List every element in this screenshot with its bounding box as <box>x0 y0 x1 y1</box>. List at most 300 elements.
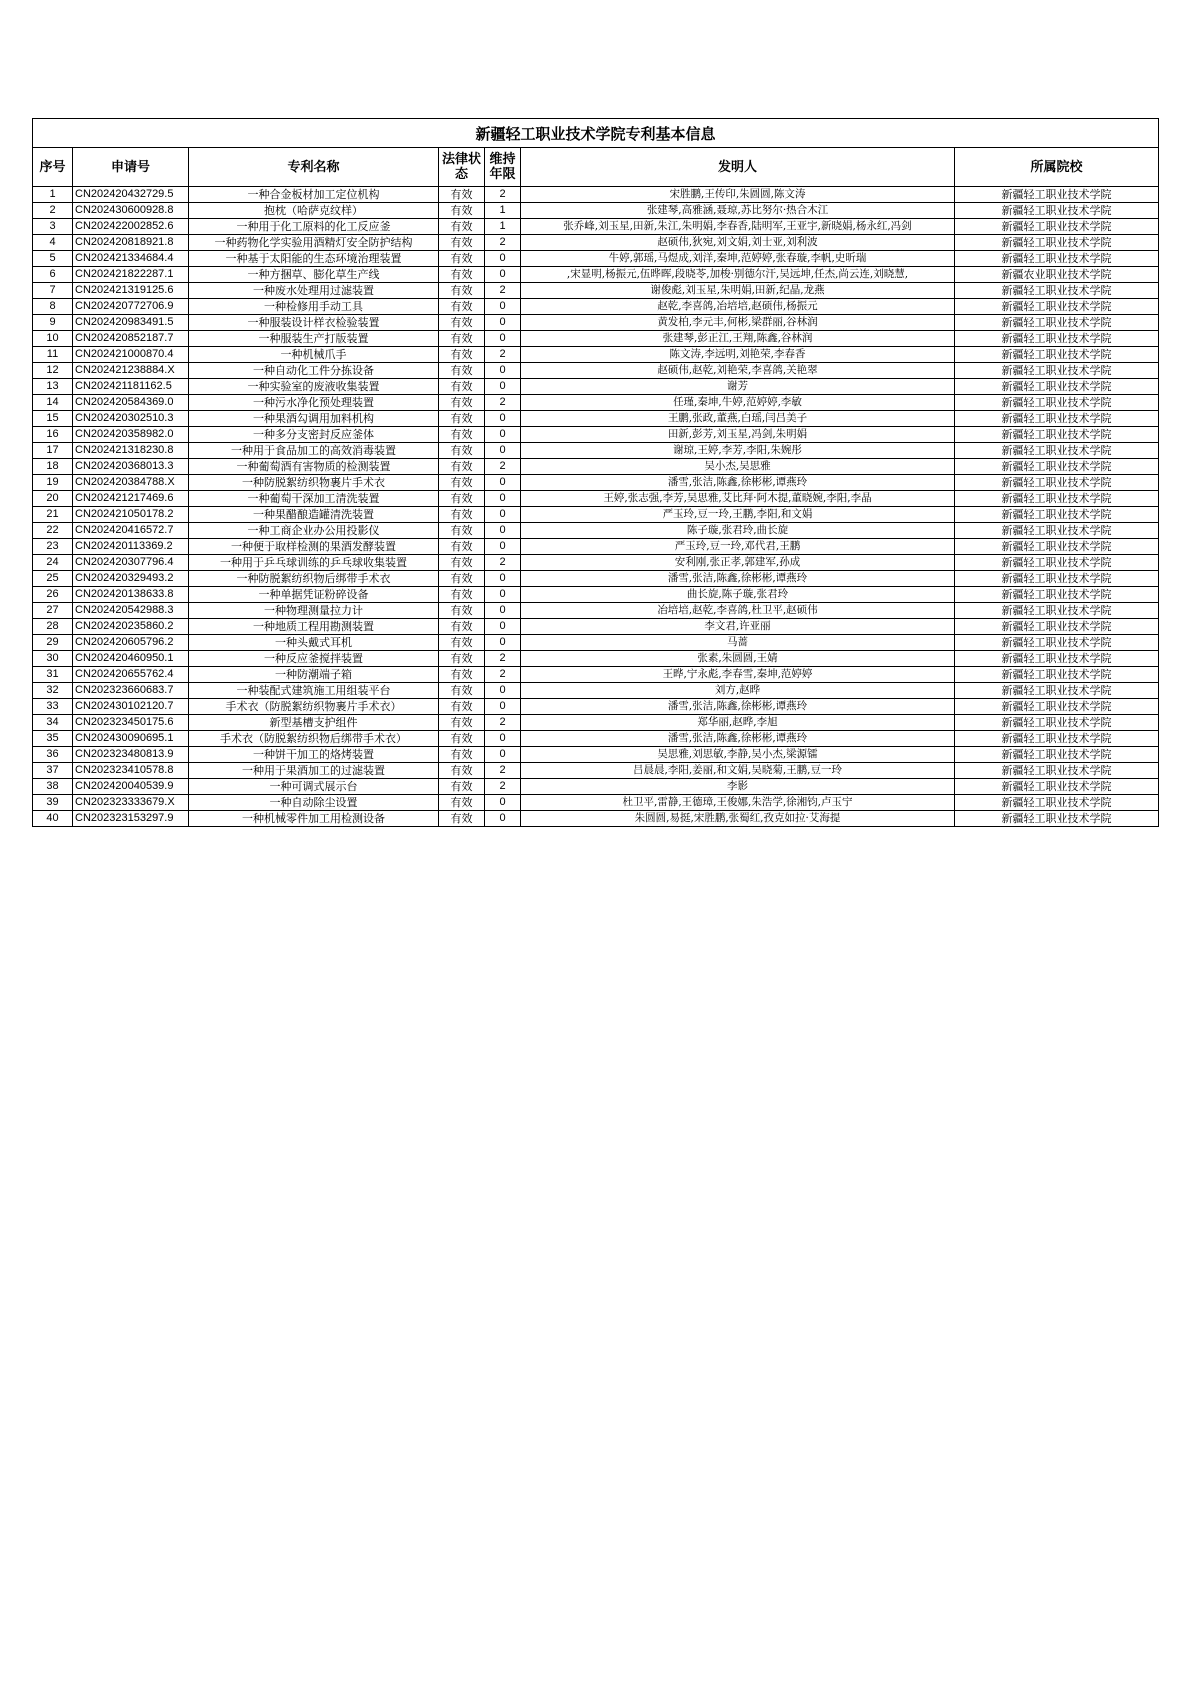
cell-patent-name: 一种防脱絮纺织物裹片手术衣 <box>189 475 439 491</box>
cell-index: 2 <box>33 203 73 219</box>
cell-patent-name: 一种药物化学实验用酒精灯安全防护结构 <box>189 235 439 251</box>
header-school: 所属院校 <box>955 148 1159 187</box>
cell-maintenance-years: 0 <box>485 443 521 459</box>
cell-patent-name: 一种果醋酿造罐清洗装置 <box>189 507 439 523</box>
cell-school: 新疆轻工职业技术学院 <box>955 411 1159 427</box>
cell-maintenance-years: 2 <box>485 235 521 251</box>
cell-patent-name: 一种污水净化预处理装置 <box>189 395 439 411</box>
cell-school: 新疆轻工职业技术学院 <box>955 187 1159 203</box>
cell-application-no: CN202420307796.4 <box>73 555 189 571</box>
cell-patent-name: 手术衣（防脱絮纺织物裹片手术衣） <box>189 699 439 715</box>
table-row <box>33 283 1159 299</box>
cell-inventors: 陈文涛,李远明,刘艳荣,李春香 <box>521 347 955 363</box>
cell-legal-status: 有效 <box>439 731 485 747</box>
cell-inventors: 安利刚,张正孝,郭建军,孙成 <box>521 555 955 571</box>
cell-maintenance-years: 0 <box>485 411 521 427</box>
cell-inventors: 宋胜鹏,王传印,朱圆圆,陈文涛 <box>521 187 955 203</box>
cell-application-no: CN202420358982.0 <box>73 427 189 443</box>
cell-school: 新疆轻工职业技术学院 <box>955 523 1159 539</box>
cell-inventors: 任瑾,秦坤,牛婷,范婷婷,李敏 <box>521 395 955 411</box>
table-row <box>33 459 1159 475</box>
cell-patent-name: 手术衣（防脱絮纺织物后绑带手术衣） <box>189 731 439 747</box>
cell-maintenance-years: 0 <box>485 795 521 811</box>
cell-legal-status: 有效 <box>439 699 485 715</box>
cell-patent-name: 一种装配式建筑施工用组装平台 <box>189 683 439 699</box>
cell-maintenance-years: 0 <box>485 539 521 555</box>
cell-index: 21 <box>33 507 73 523</box>
table-row <box>33 555 1159 571</box>
cell-application-no: CN202420384788.X <box>73 475 189 491</box>
cell-application-no: CN202420605796.2 <box>73 635 189 651</box>
cell-legal-status: 有效 <box>439 267 485 283</box>
cell-inventors: 吕晨晨,李阳,姜丽,和文娟,吴晓菊,王鹏,豆一玲 <box>521 763 955 779</box>
table-row <box>33 651 1159 667</box>
cell-maintenance-years: 1 <box>485 203 521 219</box>
table-row <box>33 363 1159 379</box>
cell-legal-status: 有效 <box>439 235 485 251</box>
table-row <box>33 411 1159 427</box>
cell-legal-status: 有效 <box>439 795 485 811</box>
table-row <box>33 571 1159 587</box>
cell-legal-status: 有效 <box>439 411 485 427</box>
cell-maintenance-years: 2 <box>485 763 521 779</box>
cell-application-no: CN202323480813.9 <box>73 747 189 763</box>
cell-index: 22 <box>33 523 73 539</box>
cell-application-no: CN202421319125.6 <box>73 283 189 299</box>
cell-application-no: CN202421822287.1 <box>73 267 189 283</box>
cell-maintenance-years: 0 <box>485 635 521 651</box>
cell-patent-name: 一种方捆草、膨化草生产线 <box>189 267 439 283</box>
cell-legal-status: 有效 <box>439 667 485 683</box>
cell-maintenance-years: 0 <box>485 699 521 715</box>
cell-inventors: 严玉玲,豆一玲,王鹏,李阳,和文娟 <box>521 507 955 523</box>
table-row <box>33 699 1159 715</box>
cell-maintenance-years: 0 <box>485 683 521 699</box>
cell-patent-name: 一种用于果酒加工的过滤装置 <box>189 763 439 779</box>
cell-index: 35 <box>33 731 73 747</box>
cell-legal-status: 有效 <box>439 539 485 555</box>
cell-index: 13 <box>33 379 73 395</box>
cell-inventors: 赵乾,李喜鸽,冶培培,赵硕伟,杨振元 <box>521 299 955 315</box>
cell-inventors: 谢俊彪,刘玉星,朱明娟,田新,纪晶,龙燕 <box>521 283 955 299</box>
cell-application-no: CN202323450175.6 <box>73 715 189 731</box>
cell-maintenance-years: 2 <box>485 459 521 475</box>
cell-legal-status: 有效 <box>439 187 485 203</box>
table-row <box>33 427 1159 443</box>
table-row <box>33 379 1159 395</box>
table-row <box>33 251 1159 267</box>
cell-school: 新疆轻工职业技术学院 <box>955 379 1159 395</box>
table-row <box>33 763 1159 779</box>
cell-application-no: CN202430600928.8 <box>73 203 189 219</box>
header-maintenance-years: 维持年限 <box>485 148 521 187</box>
cell-index: 12 <box>33 363 73 379</box>
table-row <box>33 683 1159 699</box>
cell-patent-name: 一种服装设计样衣检验装置 <box>189 315 439 331</box>
cell-application-no: CN202323660683.7 <box>73 683 189 699</box>
table-row <box>33 715 1159 731</box>
cell-application-no: CN202430090695.1 <box>73 731 189 747</box>
cell-school: 新疆轻工职业技术学院 <box>955 235 1159 251</box>
cell-school: 新疆轻工职业技术学院 <box>955 219 1159 235</box>
cell-maintenance-years: 2 <box>485 395 521 411</box>
cell-school: 新疆轻工职业技术学院 <box>955 795 1159 811</box>
cell-maintenance-years: 0 <box>485 427 521 443</box>
cell-patent-name: 一种机械爪手 <box>189 347 439 363</box>
cell-school: 新疆轻工职业技术学院 <box>955 331 1159 347</box>
table-row <box>33 779 1159 795</box>
cell-patent-name: 一种合金板材加工定位机构 <box>189 187 439 203</box>
cell-index: 16 <box>33 427 73 443</box>
cell-legal-status: 有效 <box>439 283 485 299</box>
cell-maintenance-years: 0 <box>485 523 521 539</box>
cell-index: 23 <box>33 539 73 555</box>
cell-patent-name: 一种防潮端子箱 <box>189 667 439 683</box>
cell-maintenance-years: 2 <box>485 667 521 683</box>
cell-index: 24 <box>33 555 73 571</box>
cell-index: 18 <box>33 459 73 475</box>
cell-inventors: 朱圆圆,易挺,宋胜鹏,张蜀红,孜克如拉·艾海提 <box>521 811 955 827</box>
cell-school: 新疆轻工职业技术学院 <box>955 491 1159 507</box>
cell-school: 新疆轻工职业技术学院 <box>955 667 1159 683</box>
cell-school: 新疆轻工职业技术学院 <box>955 459 1159 475</box>
cell-application-no: CN202421238884.X <box>73 363 189 379</box>
cell-application-no: CN202420432729.5 <box>73 187 189 203</box>
cell-application-no: CN202323410578.8 <box>73 763 189 779</box>
cell-legal-status: 有效 <box>439 315 485 331</box>
cell-application-no: CN202420542988.3 <box>73 603 189 619</box>
table-row <box>33 315 1159 331</box>
cell-school: 新疆轻工职业技术学院 <box>955 251 1159 267</box>
cell-inventors: 谢芳 <box>521 379 955 395</box>
cell-legal-status: 有效 <box>439 651 485 667</box>
cell-index: 28 <box>33 619 73 635</box>
cell-application-no: CN202420772706.9 <box>73 299 189 315</box>
cell-inventors: 李影 <box>521 779 955 795</box>
cell-application-no: CN202421318230.8 <box>73 443 189 459</box>
cell-legal-status: 有效 <box>439 331 485 347</box>
cell-index: 5 <box>33 251 73 267</box>
table-row <box>33 331 1159 347</box>
cell-patent-name: 一种防脱絮纺织物后绑带手术衣 <box>189 571 439 587</box>
table-row <box>33 667 1159 683</box>
cell-school: 新疆轻工职业技术学院 <box>955 619 1159 635</box>
table-row <box>33 491 1159 507</box>
cell-maintenance-years: 2 <box>485 715 521 731</box>
table-row <box>33 475 1159 491</box>
cell-inventors: 刘方,赵晔 <box>521 683 955 699</box>
cell-inventors: 潘雪,张洁,陈鑫,徐彬彬,谭燕玲 <box>521 699 955 715</box>
cell-inventors: 王鹏,张政,董燕,白瑶,闫吕美子 <box>521 411 955 427</box>
cell-legal-status: 有效 <box>439 603 485 619</box>
cell-legal-status: 有效 <box>439 507 485 523</box>
cell-legal-status: 有效 <box>439 203 485 219</box>
cell-maintenance-years: 2 <box>485 187 521 203</box>
header-inventors: 发明人 <box>521 148 955 187</box>
cell-application-no: CN202420329493.2 <box>73 571 189 587</box>
cell-index: 33 <box>33 699 73 715</box>
cell-application-no: CN202420852187.7 <box>73 331 189 347</box>
table-row <box>33 347 1159 363</box>
cell-maintenance-years: 0 <box>485 315 521 331</box>
cell-inventors: 赵硕伟,狄宛,刘文娟,刘士亚,刘利波 <box>521 235 955 251</box>
cell-index: 14 <box>33 395 73 411</box>
cell-patent-name: 一种地质工程用勘测装置 <box>189 619 439 635</box>
cell-school: 新疆轻工职业技术学院 <box>955 475 1159 491</box>
cell-legal-status: 有效 <box>439 779 485 795</box>
cell-patent-name: 一种用于化工原料的化工反应釜 <box>189 219 439 235</box>
cell-application-no: CN202422002852.6 <box>73 219 189 235</box>
cell-legal-status: 有效 <box>439 363 485 379</box>
cell-index: 34 <box>33 715 73 731</box>
table-row <box>33 219 1159 235</box>
cell-inventors: 曲长旋,陈子璇,张君玲 <box>521 587 955 603</box>
cell-index: 37 <box>33 763 73 779</box>
cell-legal-status: 有效 <box>439 459 485 475</box>
cell-patent-name: 一种废水处理用过滤装置 <box>189 283 439 299</box>
cell-maintenance-years: 0 <box>485 475 521 491</box>
cell-index: 30 <box>33 651 73 667</box>
cell-index: 19 <box>33 475 73 491</box>
cell-patent-name: 一种反应釜搅拌装置 <box>189 651 439 667</box>
cell-patent-name: 一种多分支密封反应釜体 <box>189 427 439 443</box>
cell-maintenance-years: 0 <box>485 267 521 283</box>
cell-patent-name: 抱枕（哈萨克纹样） <box>189 203 439 219</box>
cell-patent-name: 一种用于食品加工的高效消毒装置 <box>189 443 439 459</box>
cell-legal-status: 有效 <box>439 763 485 779</box>
table-row <box>33 747 1159 763</box>
cell-inventors: 冶培培,赵乾,李喜鸽,杜卫平,赵硕伟 <box>521 603 955 619</box>
cell-school: 新疆轻工职业技术学院 <box>955 603 1159 619</box>
cell-inventors: 赵硕伟,赵乾,刘艳荣,李喜鸽,关艳翠 <box>521 363 955 379</box>
cell-maintenance-years: 2 <box>485 283 521 299</box>
cell-inventors: 黄发柏,李元丰,何彬,梁群丽,谷林润 <box>521 315 955 331</box>
cell-maintenance-years: 0 <box>485 379 521 395</box>
cell-school: 新疆轻工职业技术学院 <box>955 283 1159 299</box>
cell-index: 17 <box>33 443 73 459</box>
cell-application-no: CN202420584369.0 <box>73 395 189 411</box>
cell-legal-status: 有效 <box>439 555 485 571</box>
table-row <box>33 299 1159 315</box>
cell-maintenance-years: 0 <box>485 363 521 379</box>
cell-patent-name: 一种便于取样检测的果酒发酵装置 <box>189 539 439 555</box>
cell-application-no: CN202420113369.2 <box>73 539 189 555</box>
cell-patent-name: 一种葡萄干深加工清洗装置 <box>189 491 439 507</box>
cell-index: 6 <box>33 267 73 283</box>
cell-inventors: 潘雪,张洁,陈鑫,徐彬彬,谭燕玲 <box>521 731 955 747</box>
cell-school: 新疆轻工职业技术学院 <box>955 651 1159 667</box>
cell-maintenance-years: 0 <box>485 331 521 347</box>
cell-school: 新疆轻工职业技术学院 <box>955 427 1159 443</box>
cell-index: 4 <box>33 235 73 251</box>
cell-inventors: 张素,朱圆圆,王婧 <box>521 651 955 667</box>
cell-application-no: CN202430102120.7 <box>73 699 189 715</box>
cell-legal-status: 有效 <box>439 747 485 763</box>
cell-maintenance-years: 0 <box>485 811 521 827</box>
table-row <box>33 507 1159 523</box>
cell-legal-status: 有效 <box>439 475 485 491</box>
cell-inventors: 张建琴,高雅涵,聂琼,苏比努尔·热合木江 <box>521 203 955 219</box>
cell-index: 31 <box>33 667 73 683</box>
cell-inventors: 张乔峰,刘玉星,田新,朱江,朱明娟,李春香,陆明军,王亚宇,新晓娟,杨永红,冯剑 <box>521 219 955 235</box>
cell-school: 新疆农业职业技术学院 <box>955 267 1159 283</box>
cell-application-no: CN202421181162.5 <box>73 379 189 395</box>
cell-application-no: CN202420655762.4 <box>73 667 189 683</box>
cell-maintenance-years: 0 <box>485 731 521 747</box>
cell-legal-status: 有效 <box>439 811 485 827</box>
cell-inventors: 潘雪,张洁,陈鑫,徐彬彬,谭燕玲 <box>521 571 955 587</box>
table-row <box>33 395 1159 411</box>
cell-legal-status: 有效 <box>439 379 485 395</box>
table-row <box>33 235 1159 251</box>
table-row <box>33 635 1159 651</box>
cell-application-no: CN202421217469.6 <box>73 491 189 507</box>
cell-inventors: 潘雪,张洁,陈鑫,徐彬彬,谭燕玲 <box>521 475 955 491</box>
cell-application-no: CN202420983491.5 <box>73 315 189 331</box>
cell-application-no: CN202421000870.4 <box>73 347 189 363</box>
cell-index: 39 <box>33 795 73 811</box>
cell-school: 新疆轻工职业技术学院 <box>955 363 1159 379</box>
cell-legal-status: 有效 <box>439 347 485 363</box>
cell-maintenance-years: 0 <box>485 571 521 587</box>
cell-maintenance-years: 2 <box>485 779 521 795</box>
table-row <box>33 187 1159 203</box>
cell-index: 20 <box>33 491 73 507</box>
cell-index: 25 <box>33 571 73 587</box>
cell-inventors: 李文君,许亚丽 <box>521 619 955 635</box>
cell-patent-name: 一种实验室的废液收集装置 <box>189 379 439 395</box>
cell-legal-status: 有效 <box>439 523 485 539</box>
cell-school: 新疆轻工职业技术学院 <box>955 811 1159 827</box>
cell-index: 10 <box>33 331 73 347</box>
cell-patent-name: 一种物理测量拉力计 <box>189 603 439 619</box>
cell-application-no: CN202421050178.2 <box>73 507 189 523</box>
cell-inventors: ,宋显明,杨振元,伍晔晖,段晓苓,加梭·别德尔汗,吴远坤,任杰,尚云连,刘晓慧, <box>521 267 955 283</box>
cell-legal-status: 有效 <box>439 715 485 731</box>
cell-index: 3 <box>33 219 73 235</box>
cell-application-no: CN202420235860.2 <box>73 619 189 635</box>
cell-inventors: 杜卫平,雷静,王德璋,王俊娜,朱浩学,徐湘钧,卢玉宁 <box>521 795 955 811</box>
cell-school: 新疆轻工职业技术学院 <box>955 347 1159 363</box>
cell-patent-name: 一种单据凭证粉碎设备 <box>189 587 439 603</box>
cell-maintenance-years: 0 <box>485 587 521 603</box>
cell-index: 9 <box>33 315 73 331</box>
cell-inventors: 牛婷,郭瑶,马煜成,刘洋,秦坤,范婷婷,张春璇,李帆,史昕瑞 <box>521 251 955 267</box>
cell-maintenance-years: 0 <box>485 747 521 763</box>
cell-school: 新疆轻工职业技术学院 <box>955 203 1159 219</box>
cell-school: 新疆轻工职业技术学院 <box>955 635 1159 651</box>
cell-index: 38 <box>33 779 73 795</box>
table-row <box>33 811 1159 827</box>
cell-index: 40 <box>33 811 73 827</box>
cell-application-no: CN202420818921.8 <box>73 235 189 251</box>
table-row <box>33 203 1159 219</box>
cell-school: 新疆轻工职业技术学院 <box>955 731 1159 747</box>
cell-school: 新疆轻工职业技术学院 <box>955 763 1159 779</box>
cell-index: 7 <box>33 283 73 299</box>
cell-school: 新疆轻工职业技术学院 <box>955 571 1159 587</box>
cell-inventors: 王晔,宁永彪,李春雪,秦坤,范婷婷 <box>521 667 955 683</box>
table-row <box>33 587 1159 603</box>
cell-school: 新疆轻工职业技术学院 <box>955 747 1159 763</box>
cell-maintenance-years: 1 <box>485 219 521 235</box>
cell-school: 新疆轻工职业技术学院 <box>955 395 1159 411</box>
cell-inventors: 谢琼,王婷,李芳,李阳,朱婉彤 <box>521 443 955 459</box>
cell-patent-name: 一种用于乒乓球训练的乒乓球收集装置 <box>189 555 439 571</box>
cell-inventors: 张建琴,彭正江,王翔,陈鑫,谷林润 <box>521 331 955 347</box>
cell-application-no: CN202420416572.7 <box>73 523 189 539</box>
cell-index: 26 <box>33 587 73 603</box>
page-title: 新疆轻工职业技术学院专利基本信息 <box>33 119 1159 148</box>
cell-legal-status: 有效 <box>439 219 485 235</box>
cell-application-no: CN202323153297.9 <box>73 811 189 827</box>
cell-legal-status: 有效 <box>439 683 485 699</box>
cell-legal-status: 有效 <box>439 635 485 651</box>
cell-index: 1 <box>33 187 73 203</box>
table-row <box>33 603 1159 619</box>
cell-patent-name: 一种自动除尘设置 <box>189 795 439 811</box>
cell-index: 8 <box>33 299 73 315</box>
cell-legal-status: 有效 <box>439 427 485 443</box>
cell-application-no: CN202420368013.3 <box>73 459 189 475</box>
cell-maintenance-years: 2 <box>485 555 521 571</box>
cell-index: 36 <box>33 747 73 763</box>
cell-application-no: CN202420040539.9 <box>73 779 189 795</box>
cell-school: 新疆轻工职业技术学院 <box>955 299 1159 315</box>
header-patent-name: 专利名称 <box>189 148 439 187</box>
cell-legal-status: 有效 <box>439 571 485 587</box>
table-row <box>33 523 1159 539</box>
cell-patent-name: 一种自动化工件分拣设备 <box>189 363 439 379</box>
table-row <box>33 795 1159 811</box>
header-legal-status: 法律状态 <box>439 148 485 187</box>
cell-index: 27 <box>33 603 73 619</box>
cell-maintenance-years: 0 <box>485 619 521 635</box>
cell-maintenance-years: 0 <box>485 507 521 523</box>
cell-index: 29 <box>33 635 73 651</box>
cell-inventors: 郑华丽,赵晔,李旭 <box>521 715 955 731</box>
cell-patent-name: 一种果酒勾调用加料机构 <box>189 411 439 427</box>
cell-inventors: 吴思雅,刘思敏,李静,吴小杰,梁源镭 <box>521 747 955 763</box>
cell-application-no: CN202420460950.1 <box>73 651 189 667</box>
cell-maintenance-years: 0 <box>485 251 521 267</box>
cell-maintenance-years: 2 <box>485 347 521 363</box>
cell-inventors: 严玉玲,豆一玲,邓代君,王鹏 <box>521 539 955 555</box>
cell-index: 15 <box>33 411 73 427</box>
cell-maintenance-years: 0 <box>485 603 521 619</box>
cell-patent-name: 一种可调式展示台 <box>189 779 439 795</box>
cell-index: 11 <box>33 347 73 363</box>
cell-patent-name: 一种工商企业办公用投影仪 <box>189 523 439 539</box>
cell-patent-name: 一种头戴式耳机 <box>189 635 439 651</box>
cell-patent-name: 一种葡萄酒有害物质的检测装置 <box>189 459 439 475</box>
cell-maintenance-years: 0 <box>485 299 521 315</box>
table-row <box>33 443 1159 459</box>
cell-maintenance-years: 2 <box>485 651 521 667</box>
cell-patent-name: 一种服装生产打版装置 <box>189 331 439 347</box>
cell-inventors: 田新,彭芳,刘玉星,冯剑,朱明娟 <box>521 427 955 443</box>
cell-inventors: 陈子璇,张君玲,曲长旋 <box>521 523 955 539</box>
cell-school: 新疆轻工职业技术学院 <box>955 683 1159 699</box>
cell-inventors: 王婷,张志强,李芳,吴思雅,艾比拜·阿木提,董晓婉,李阳,李晶 <box>521 491 955 507</box>
cell-patent-name: 一种饼干加工的烙烤装置 <box>189 747 439 763</box>
cell-application-no: CN202420138633.8 <box>73 587 189 603</box>
cell-legal-status: 有效 <box>439 491 485 507</box>
cell-legal-status: 有效 <box>439 395 485 411</box>
cell-legal-status: 有效 <box>439 587 485 603</box>
cell-school: 新疆轻工职业技术学院 <box>955 715 1159 731</box>
cell-school: 新疆轻工职业技术学院 <box>955 699 1159 715</box>
